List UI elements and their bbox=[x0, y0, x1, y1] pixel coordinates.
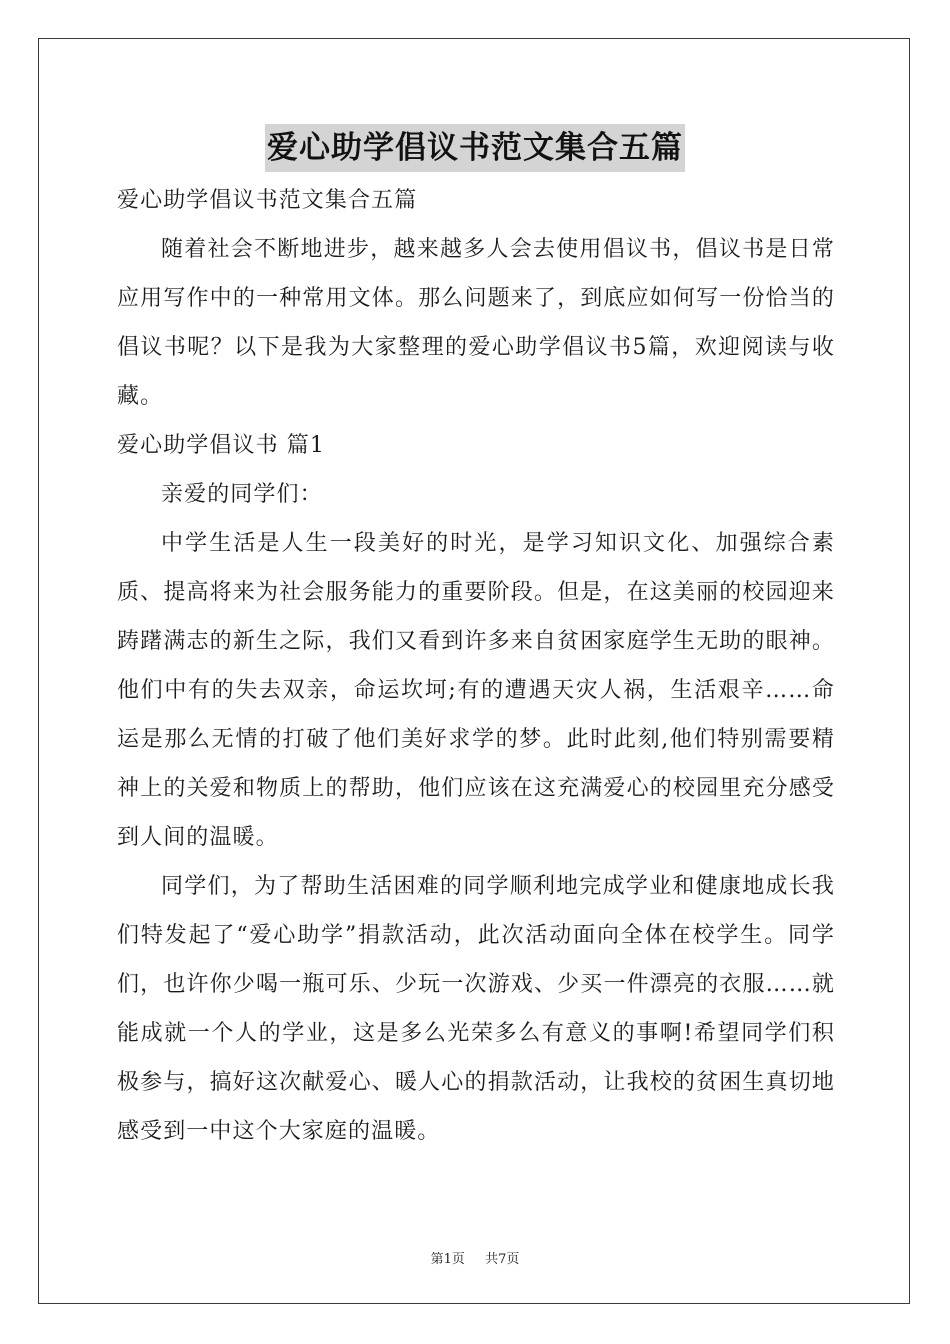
document-title: 爱心助学倡议书范文集合五篇 bbox=[265, 124, 685, 172]
greeting: 亲爱的同学们： bbox=[161, 482, 323, 507]
document-body bbox=[117, 176, 835, 1156]
subtitle: 爱心助学倡议书范文集合五篇 bbox=[117, 188, 418, 213]
page-total: 共7页 bbox=[485, 1252, 520, 1267]
intro-paragraph: 随着社会不断地进步，越来越多人会去使用倡议书，倡议书是日常应用写作中的一种常用文体。那么问题来了，到底应如何写一份恰当的倡议书呢？以下是我为大家整理的爱心助学倡议书5篇，欢迎阅读与收藏。 bbox=[117, 237, 835, 409]
page-number: 第1页 bbox=[430, 1252, 465, 1267]
title-container bbox=[0, 124, 950, 172]
body-paragraph-1: 中学生活是人生一段美好的时光，是学习知识文化、加强综合素质、提高将来为社会服务能力的重要阶段。但是，在这美丽的校园迎来踌躇满志的新生之际，我们又看到许多来自贫困家庭学生无助的眼神。他们中有的失去双亲，命运坎坷;有的遭遇天灾人祸，生活艰辛……命运是那么无情的打破了他们美好求学的梦。此时此刻,他们特别需要精神上的关爱和物质上的帮助，他们应该在这充满爱心的校园里充分感受到人间的温暖。 bbox=[117, 531, 835, 850]
body-paragraph-2: 同学们，为了帮助生活困难的同学顺利地完成学业和健康地成长我们特发起了“爱心助学”捐款活动，此次活动面向全体在校学生。同学们，也许你少喝一瓶可乐、少玩一次游戏、少买一件漂亮的衣服……就能成就一个人的学业，这是多么光荣多么有意义的事啊!希望同学们积极参与，搞好这次献爱心、暖人心的捐款活动，让我校的贫困生真切地感受到一中这个大家庭的温暖。 bbox=[117, 874, 835, 1144]
page-footer bbox=[0, 1248, 950, 1267]
section-heading: 爱心助学倡议书 篇1 bbox=[117, 433, 325, 458]
